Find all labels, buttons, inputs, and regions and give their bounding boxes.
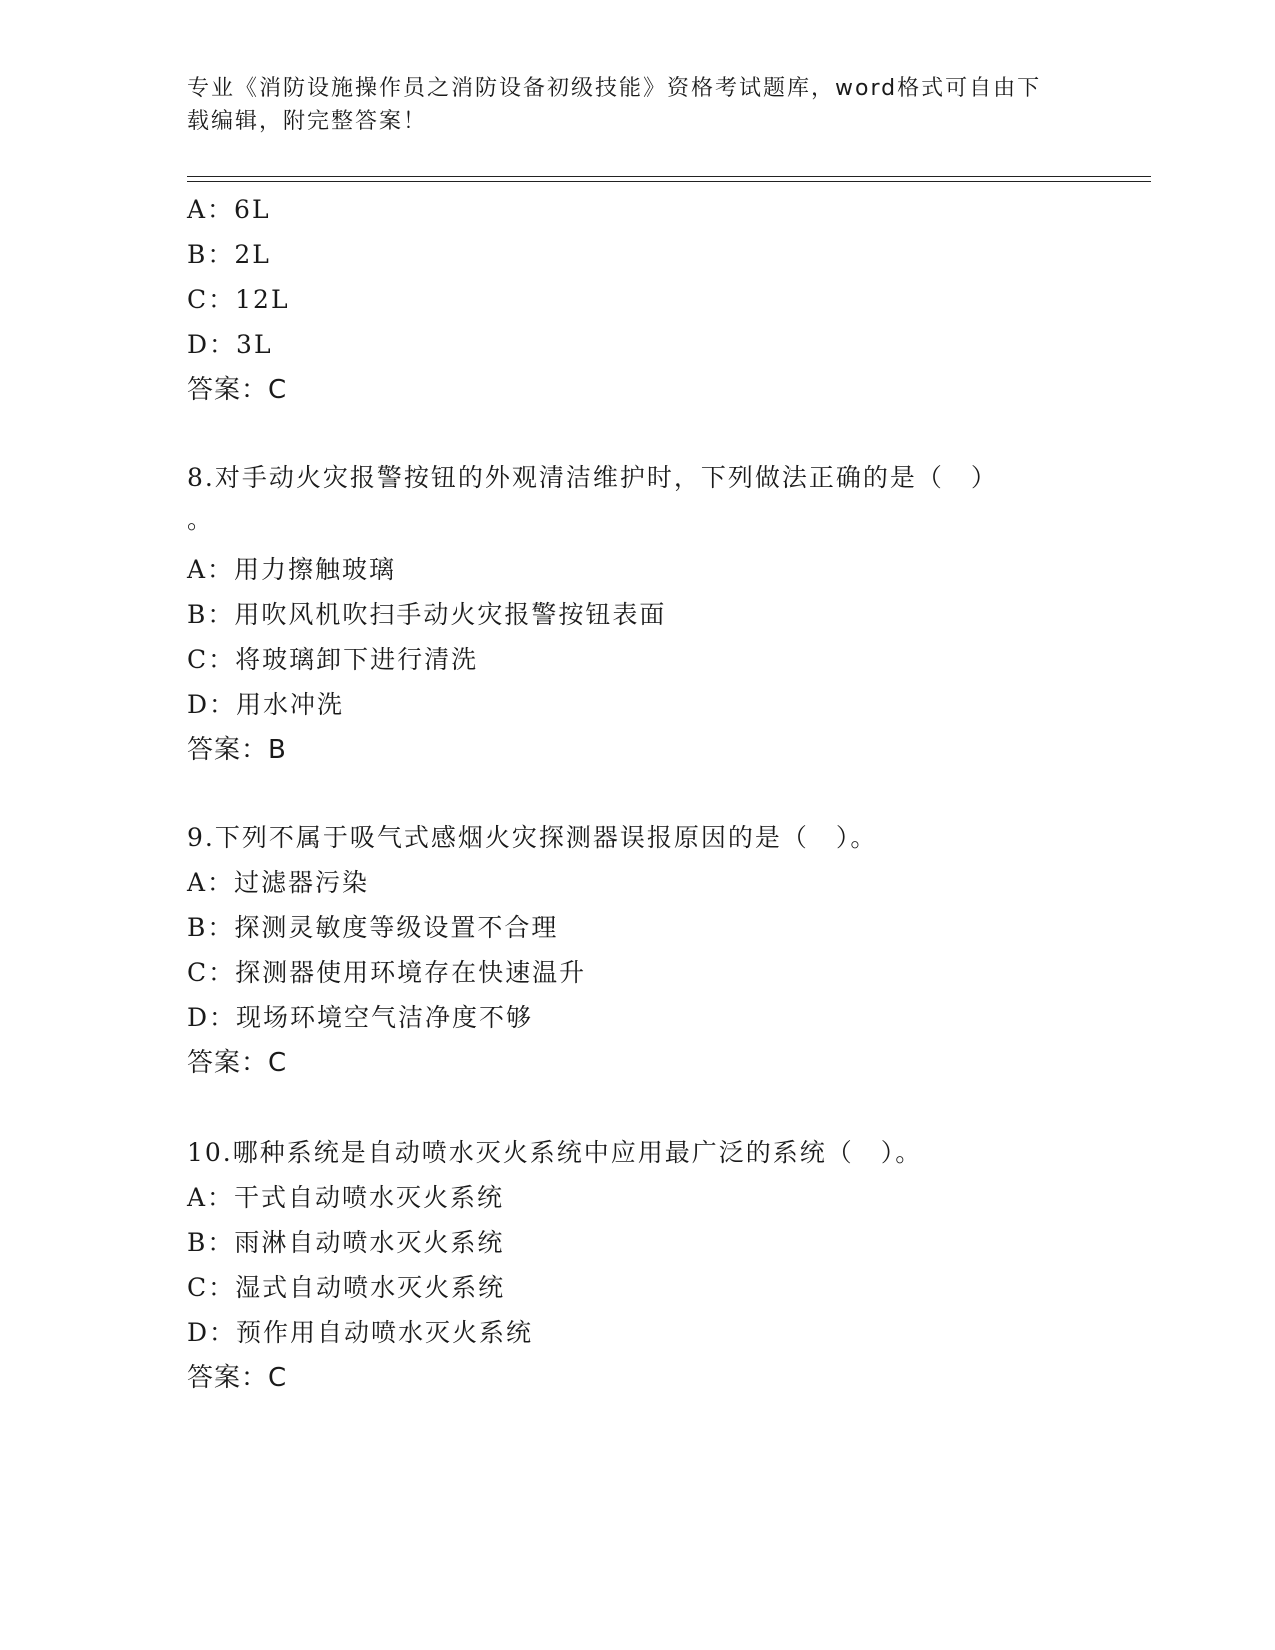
option-b: B：探测灵敏度等级设置不合理	[187, 913, 559, 942]
header-line-2: 载编辑，附完整答案！	[187, 109, 428, 134]
option-b: B：雨淋自动喷水灭火系统	[187, 1228, 505, 1257]
question-stem: 9.下列不属于吸气式感烟火灾探测器误报原因的是（ ）。	[187, 823, 878, 852]
option-a: A：6L	[187, 195, 271, 224]
option-d: D：现场环境空气洁净度不够	[187, 1003, 534, 1032]
header-line-1: 专业《消防设施操作员之消防设备初级技能》资格考试题库，word格式可自由下	[187, 76, 1042, 101]
question-stem-continued: 。	[187, 505, 215, 534]
answer: 答案：B	[187, 735, 287, 765]
answer: 答案：C	[187, 375, 288, 405]
option-a: A：干式自动喷水灭火系统	[187, 1183, 505, 1212]
option-d: D：用水冲洗	[187, 690, 345, 719]
option-c: C：将玻璃卸下进行清洗	[187, 645, 479, 674]
option-c: C：湿式自动喷水灭火系统	[187, 1273, 506, 1302]
option-a: A：用力擦触玻璃	[187, 555, 397, 584]
question-stem: 10.哪种系统是自动喷水灭火系统中应用最广泛的系统（ ）。	[187, 1138, 923, 1167]
option-d: D：3L	[187, 330, 273, 359]
option-c: C：12L	[187, 285, 290, 314]
answer: 答案：C	[187, 1048, 288, 1078]
question-stem: 8.对手动火灾报警按钮的外观清洁维护时，下列做法正确的是（ ）	[187, 463, 998, 492]
option-d: D：预作用自动喷水灭火系统	[187, 1318, 534, 1347]
document-header	[187, 72, 1087, 138]
header-divider-bottom	[187, 181, 1151, 182]
option-c: C：探测器使用环境存在快速温升	[187, 958, 587, 987]
option-a: A：过滤器污染	[187, 868, 370, 897]
header-divider-top	[187, 176, 1151, 177]
answer: 答案：C	[187, 1363, 288, 1393]
option-b: B：2L	[187, 240, 271, 269]
option-b: B：用吹风机吹扫手动火灾报警按钮表面	[187, 600, 667, 629]
